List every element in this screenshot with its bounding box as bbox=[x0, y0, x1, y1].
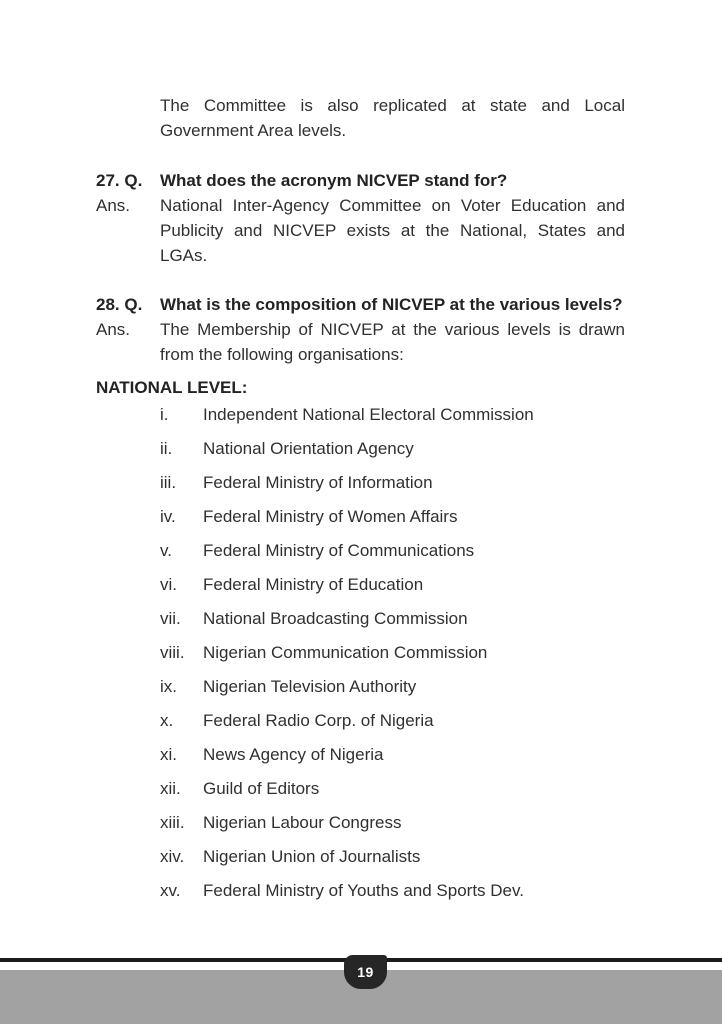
list-numeral: v. bbox=[160, 541, 172, 560]
page-number-badge bbox=[344, 955, 387, 989]
list-numeral: vi. bbox=[160, 575, 177, 594]
list-item-text: Federal Radio Corp. of Nigeria bbox=[203, 711, 434, 730]
list-item-text: Nigerian Television Authority bbox=[203, 677, 417, 696]
list-item bbox=[160, 742, 625, 767]
list-numeral: ix. bbox=[160, 677, 177, 696]
list-item bbox=[160, 572, 625, 597]
qa-item-27 bbox=[96, 168, 625, 268]
list-item bbox=[160, 640, 625, 665]
list-item bbox=[160, 878, 625, 903]
list-item bbox=[160, 844, 625, 869]
list-item-text: Nigerian Labour Congress bbox=[203, 813, 402, 832]
list-item bbox=[160, 776, 625, 801]
answer-row bbox=[96, 193, 625, 268]
list-item bbox=[160, 810, 625, 835]
list-numeral: xii. bbox=[160, 779, 181, 798]
question-number-label: 28. Q. bbox=[96, 295, 143, 314]
list-item-text: National Broadcasting Commission bbox=[203, 609, 468, 628]
list-item-text: National Orientation Agency bbox=[203, 439, 414, 458]
question-row bbox=[96, 168, 625, 193]
list-item bbox=[160, 538, 625, 563]
answer-text: The Membership of NICVEP at the various levels is drawn from the following organisations: bbox=[160, 320, 625, 364]
list-item bbox=[160, 436, 625, 461]
list-numeral: ii. bbox=[160, 439, 173, 458]
list-item bbox=[160, 606, 625, 631]
question-text: What does the acronym NICVEP stand for? bbox=[160, 171, 508, 190]
page-number: 19 bbox=[357, 964, 374, 980]
qa-item-28 bbox=[96, 292, 625, 367]
list-numeral: x. bbox=[160, 711, 174, 730]
list-numeral: vii. bbox=[160, 609, 181, 628]
answer-label: Ans. bbox=[96, 196, 131, 215]
list-item-text: Federal Ministry of Communications bbox=[203, 541, 475, 560]
list-item-text: Federal Ministry of Youths and Sports Dev. bbox=[203, 881, 524, 900]
list-item-text: Guild of Editors bbox=[203, 779, 320, 798]
continuation-paragraph: The Committee is also replicated at state and Local Government Area levels. bbox=[160, 96, 625, 140]
list-item bbox=[160, 504, 625, 529]
section-heading-national-level: NATIONAL LEVEL: bbox=[96, 378, 248, 397]
page-content bbox=[96, 93, 625, 912]
list-item bbox=[160, 708, 625, 733]
answer-row bbox=[96, 317, 625, 367]
list-item bbox=[160, 470, 625, 495]
list-item-text: Nigerian Union of Journalists bbox=[203, 847, 421, 866]
question-text: What is the composition of NICVEP at the various levels? bbox=[160, 295, 623, 314]
list-item-text: Federal Ministry of Women Affairs bbox=[203, 507, 458, 526]
list-item-text: Independent National Electoral Commission bbox=[203, 405, 534, 424]
answer-label: Ans. bbox=[96, 320, 131, 339]
list-item-text: Nigerian Communication Commission bbox=[203, 643, 488, 662]
list-numeral: xv. bbox=[160, 881, 181, 900]
list-numeral: iv. bbox=[160, 507, 176, 526]
list-item bbox=[160, 402, 625, 427]
list-numeral: xi. bbox=[160, 745, 177, 764]
list-numeral: i. bbox=[160, 405, 169, 424]
list-item-text: News Agency of Nigeria bbox=[203, 745, 384, 764]
list-item-text: Federal Ministry of Information bbox=[203, 473, 433, 492]
list-item bbox=[160, 674, 625, 699]
list-numeral: iii. bbox=[160, 473, 177, 492]
question-number-label: 27. Q. bbox=[96, 171, 143, 190]
organisation-list bbox=[160, 402, 625, 903]
list-numeral: xiii. bbox=[160, 813, 185, 832]
list-numeral: viii. bbox=[160, 643, 185, 662]
question-row bbox=[96, 292, 625, 317]
list-item-text: Federal Ministry of Education bbox=[203, 575, 424, 594]
answer-text: National Inter-Agency Committee on Voter Education and Publicity and NICVEP exists at the National, States and LGAs. bbox=[160, 196, 625, 265]
list-numeral: xiv. bbox=[160, 847, 185, 866]
